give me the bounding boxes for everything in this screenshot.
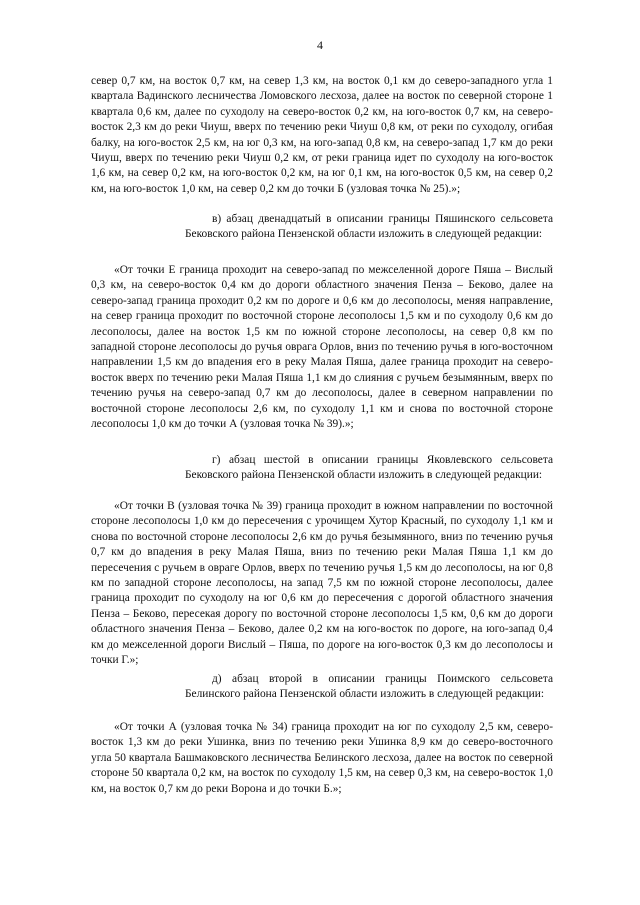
amendment-quote-d: «От точки А (узловая точка № 34) граница проходит на юг по суходолу 2,5 км, северо-восток 1,3 км до реки Ушинка, вниз по течению реки Ушинка 8,9 км до северо-восточного угла 50 квартала Башмаковского лесничества Белинского лесхоза, далее на восток по северной стороне 50 квартала 0,2 км, на восток по суходолу 1,5 км, на север 0,3 км, на северо-восток 1,0 км, на восток 0,7 км до реки Ворона и до точки Б.»; <box>91 721 553 795</box>
page-number: 4 <box>317 38 323 52</box>
amendment-quote-g: «От точки В (узловая точка № 39) граница проходит в южном направлении по восточной стороне лесополосы 1,0 км до пересечения с урочищем Хутор Красный, по суходолу 1,1 км и снова по восточной стороне лесополосы 2,6 км до ручья безымянного, вниз по течению ручья 0,7 км до впадения в реку Малая Пяша, вниз по течению реки Малая Пяша 1,1 км до пересечения с ручьем в овраге Орлов, вверх по течению ручья 1,5 км до лесополосы, на юг 0,8 км по западной стороне лесополосы, на запад 7,5 км по южной стороне лесополосы, далее граница проходит по суходолу на юг 0,6 км до пересечения с дорогой областного значения Пенза – Беково, пересекая дорогу по восточной стороне лесополосы 1,5 км, 0,6 км до дороги областного значения Пенза – Беково, далее 0,2 км на юго-восток по дороге, на юго-запад 0,4 км до межселенной дороги Вислый – Пяша, по дороге на юго-восток 0,3 км до лесополосы и точки Г.»; <box>91 500 553 667</box>
amendment-quote-v: «От точки Е граница проходит на северо-запад по межселенной дороге Пяша – Вислый 0,3 км, на северо-восток 0,4 км до дороги областного значения Пенза – Беково, далее на северо-запад граница проходит 0,2 км по дороге и 0,6 км до лесополосы, меняя направление, на север граница проходит по восточной стороне лесополосы 1,5 км и по суходолу 0,6 км до лесополосы, далее на восток 1,5 км по южной стороне лесополосы, на север 0,8 км по западной стороне лесополосы до ручья оврага Орлов, вниз по течению ручья в юго-восточном направлении 1,5 км до впадения его в реку Малая Пяша, далее граница проходит на северо-восток вверх по течению реки Малая Пяша 1,1 км до слияния с ручьем безымянным, вверх по течению ручья на северо-запад 0,7 км до лесополосы, далее в северном направлении по восточной стороне лесополосы 2,6 км, по суходолу 1,1 км и снова по восточной стороне лесополосы 1,0 км до точки А (узловая точка № 39).»; <box>91 264 553 431</box>
amendment-intro-d: д) абзац второй в описании границы Поимского сельсовета Белинского района Пензенской области изложить в следующей редакции: <box>185 673 553 701</box>
amendment-intro-g: г) абзац шестой в описании границы Яковлевского сельсовета Бековского района Пензенской области изложить в следующей редакции: <box>185 454 553 482</box>
paragraph-text: север 0,7 км, на восток 0,7 км, на север 1,3 км, на восток 0,1 км до северо-западного угла 1 квартала Вадинского лесничества Ломовского лесхоза, далее на восток по северной стороне 1 квартала 0,6 км, далее по суходолу на северо-восток 0,2 км, на юго-восток 0,7 км, на северо-восток 2,3 км до реки Чиуш, вверх по течению реки Чиуш 0,8 км, от реки по суходолу, огибая балку, на юго-восток 2,5 км, на юг 0,3 км, на юго-запад 0,8 км, на северо-запад 1,7 км до реки Чиуш, вверх по течению реки Чиуш 0,2 км, от реки граница идет по суходолу на юго-восток 1,6 км, на север 0,2 км, на юго-восток 0,2 км, на юг 0,1 км, на юго-восток 0,5 км, на север 0,2 км, на юго-восток 1,0 км, на север 0,2 км до точки Б (узловая точка № 25).»; <box>91 75 553 195</box>
paragraph-continuation <box>91 74 553 197</box>
amendment-intro-v: в) абзац двенадцатый в описании границы Пяшинского сельсовета Бековского района Пензенской области изложить в следующей редакции: <box>185 213 553 241</box>
